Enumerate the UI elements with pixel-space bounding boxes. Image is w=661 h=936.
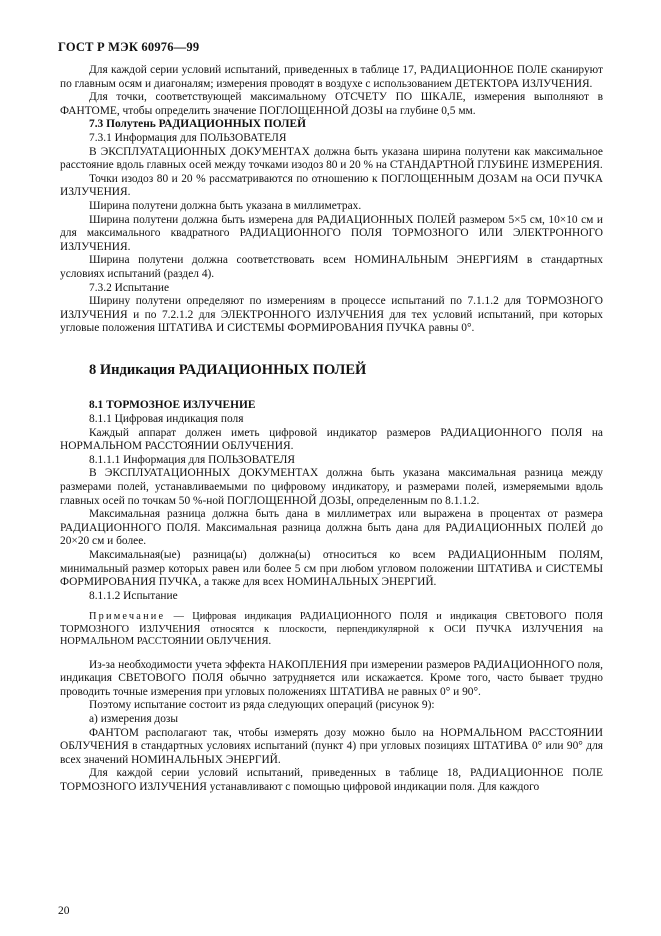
document-body xyxy=(60,64,603,795)
subsection-heading-8-1-1-1: 8.1.1.1 Информация для ПОЛЬЗОВАТЕЛЯ xyxy=(89,453,295,466)
paragraph: Ширина полутени должна быть измерена для РАДИАЦИОННЫХ ПОЛЕЙ размером 5×5 см, 10×10 см и для максимального квадратного РАДИАЦИОННОГО ПОЛЯ ТОРМОЗНОГО ИЛИ ЭЛЕКТРОННОГО ИЗЛУЧЕНИЯ. xyxy=(60,213,603,253)
paragraph: Ширину полутени определяют по измерениям в процессе испытаний по 7.1.1.2 для ТОРМОЗНОГО ИЗЛУЧЕНИЯ и по 7.2.1.2 для ЭЛЕКТРОННОГО ИЗЛУЧЕНИЯ для тех условий испытаний, при которых угловые положения ШТАТИВА И СИСТЕМЫ ФОРМИРОВАНИЯ ПУЧКА равны 0°. xyxy=(60,295,603,335)
subsection-heading-7-3-1: 7.3.1 Информация для ПОЛЬЗОВАТЕЛЯ xyxy=(89,131,287,144)
section-heading-7-3: 7.3 Полутень РАДИАЦИОННЫХ ПОЛЕЙ xyxy=(89,118,306,131)
note-text: — Цифровая индикация РАДИАЦИОННОГО ПОЛЯ и индикация СВЕТОВОГО ПОЛЯ ТОРМОЗНОГО ИЗЛУЧЕНИЯ относятся к плоскости, перпендикулярной к ОСИ ПУЧКА ИЗЛУЧЕНИЯ на НОРМАЛЬНОМ РАССТОЯНИИ ОБЛУЧЕНИЯ. xyxy=(60,611,603,648)
paragraph: Поэтому испытание состоит из ряда следующих операций (рисунок 9): xyxy=(89,699,435,712)
paragraph: В ЭКСПЛУАТАЦИОННЫХ ДОКУМЕНТАХ должна быть указана ширина полутени как максимальное расстояние вдоль главных осей между точками изодоз 80 и 20 % на СТАНДАРТНОЙ ГЛУБИНЕ ИЗМЕРЕНИЯ. xyxy=(60,145,603,172)
section-heading-8: 8 Индикация РАДИАЦИОННЫХ ПОЛЕЙ xyxy=(89,361,367,378)
paragraph: Точки изодоз 80 и 20 % рассматриваются по отношению к ПОГЛОЩЕННЫМ ДОЗАМ на ОСИ ПУЧКА ИЗЛУЧЕНИЯ. xyxy=(60,172,603,199)
page-number: 20 xyxy=(58,905,70,917)
paragraph: Ширина полутени должна соответствовать всем НОМИНАЛЬНЫМ ЭНЕРГИЯМ в стандартных условиях испытаний (раздел 4). xyxy=(60,254,603,280)
paragraph: Из-за необходимости учета эффекта НАКОПЛЕНИЯ при измерении размеров РАДИАЦИОННОГО поля, индикация СВЕТОВОГО ПОЛЯ обычно затрудняется или искажается. Кроме того, часто бывает трудно проводить точные измерения при угловых положениях ШТАТИВА не равных 0° и 90°. xyxy=(60,658,603,698)
paragraph: ФАНТОМ располагают так, чтобы измерять дозу можно было на НОРМАЛЬНОМ РАССТОЯНИИ ОБЛУЧЕНИЯ в стандартных условиях испытаний (пункт 4) при угловых позициях ШТАТИВА 0° или 90° для всех значений НОМИНАЛЬНЫХ ЭНЕРГИЙ. xyxy=(60,726,603,766)
paragraph: Максимальная(ые) разница(ы) должна(ы) относиться ко всем РАДИАЦИОННЫМ ПОЛЯМ, минимальный размер которых равен или более 5 см при любом угловом положении ШТАТИВА и СИСТЕМЫ ФОРМИРОВАНИЯ ПУЧКА, а также для всех НОМИНАЛЬНЫХ ЭНЕРГИЙ. xyxy=(60,549,603,589)
document-header: ГОСТ Р МЭК 60976—99 xyxy=(58,40,200,54)
list-item: а) измерения дозы xyxy=(89,712,179,725)
subsection-heading-8-1-1: 8.1.1 Цифровая индикация поля xyxy=(89,413,244,426)
paragraph: Для точки, соответствующей максимальному ОТСЧЕТУ ПО ШКАЛЕ, измерения выполняют в ФАНТОМЕ, чтобы определить значение ПОГЛОЩЕННОЙ ДОЗЫ на глубине 0,5 мм. xyxy=(60,91,603,117)
note-label: Примечание xyxy=(89,611,166,623)
paragraph: Ширина полутени должна быть указана в миллиметрах. xyxy=(89,199,362,212)
subsection-heading-8-1-1-2: 8.1.1.2 Испытание xyxy=(89,589,178,602)
subsection-heading-7-3-2: 7.3.2 Испытание xyxy=(89,281,170,294)
paragraph: Максимальная разница должна быть дана в миллиметрах или выражена в процентах от размера РАДИАЦИОННОГО ПОЛЯ. Максимальная разница должна быть дана для РАДИАЦИОННЫХ ПОЛЕЙ до 20×20 см и более. xyxy=(60,508,603,548)
paragraph: Для каждой серии условий испытаний, приведенных в таблице 17, РАДИАЦИОННОЕ ПОЛЕ сканируют по главным осям и диагоналям; измерения проводят в воздухе с использованием ДЕТЕКТОРА ИЗЛУЧЕНИЯ. xyxy=(60,64,603,90)
paragraph: Для каждой серии условий испытаний, приведенных в таблице 18, РАДИАЦИОННОЕ ПОЛЕ ТОРМОЗНОГО ИЗЛУЧЕНИЯ устанавливают с помощью цифровой индикации поля. Для каждого xyxy=(60,767,603,793)
section-heading-8-1: 8.1 ТОРМОЗНОЕ ИЗЛУЧЕНИЕ xyxy=(89,399,256,412)
paragraph: Каждый аппарат должен иметь цифровой индикатор размеров РАДИАЦИОННОГО ПОЛЯ на НОРМАЛЬНОМ РАССТОЯНИИ ОБЛУЧЕНИЯ. xyxy=(60,426,603,453)
note xyxy=(60,611,603,648)
paragraph: В ЭКСПЛУАТАЦИОННЫХ ДОКУМЕНТАХ должна быть указана максимальная разница между размерами полей, устанавливаемыми по цифровому индикатору, и размерами полей, измеряемыми вдоль главных осей по точкам 50 %-ной ПОГЛОЩЕННОЙ ДОЗЫ, определенным по 8.1.1.2. xyxy=(60,467,603,507)
